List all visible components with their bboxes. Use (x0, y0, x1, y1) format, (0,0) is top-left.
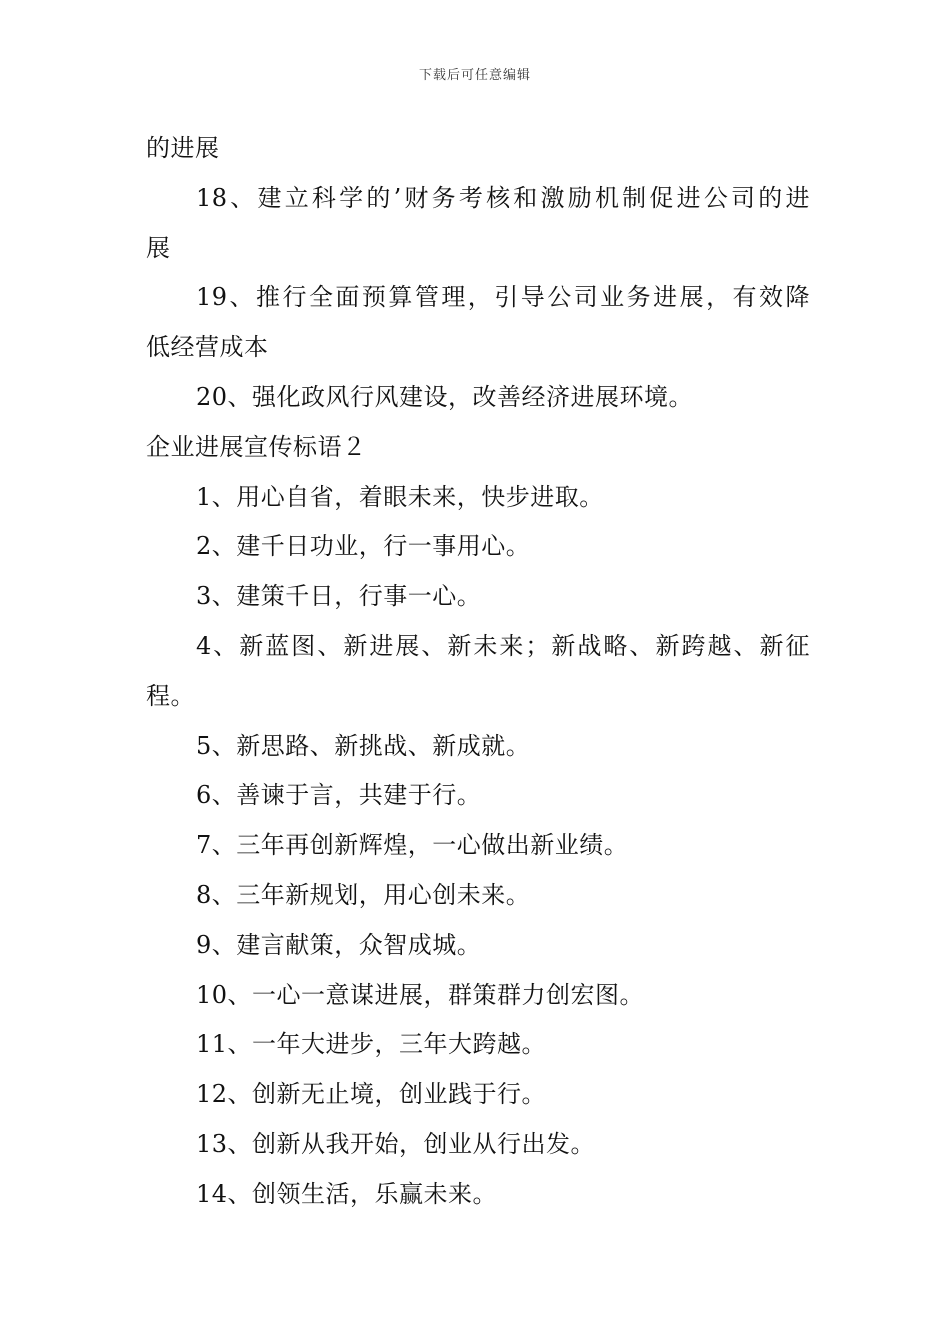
list-item-8: 8、三年新规划，用心创未来。 (196, 880, 531, 909)
list-item-3: 3、建策千日，行事一心。 (196, 582, 482, 611)
list-item-4: 4、新蓝图、新进展、新未来；新战略、新跨越、新征 (196, 631, 810, 660)
list-item-20: 20、强化政风行风建设，改善经济进展环境。 (196, 382, 694, 411)
list-item-9: 9、建言献策，众智成城。 (196, 930, 482, 959)
list-item-5: 5、新思路、新挑战、新成就。 (196, 731, 531, 760)
list-item-1: 1、用心自省，着眼未来，快步进取。 (196, 482, 604, 511)
text-line: 的进展 (146, 134, 220, 162)
list-item-14: 14、创领生活，乐赢未来。 (196, 1179, 498, 1208)
list-item-6: 6、善谏于言，共建于行。 (196, 781, 482, 810)
list-item-13: 13、创新从我开始，创业从行出发。 (196, 1129, 596, 1158)
text-line: 展 (146, 233, 171, 262)
list-item-7: 7、三年再创新辉煌，一心做出新业绩。 (196, 831, 629, 860)
list-item-11: 11、一年大进步，三年大跨越。 (196, 1030, 547, 1059)
list-item-19: 19、推行全面预算管理，引导公司业务进展，有效降 (196, 283, 810, 312)
list-item-2: 2、建千日功业，行一事用心。 (196, 532, 531, 561)
section-heading: 企业进展宣传标语２ (146, 432, 367, 461)
document-body (146, 124, 810, 1220)
text-line: 程。 (146, 681, 195, 710)
text-line: 低经营成本 (146, 333, 269, 362)
list-item-10: 10、一心一意谋进展，群策群力创宏图。 (196, 980, 645, 1009)
list-item-18: 18、建立科学的’财务考核和激励机制促进公司的进 (196, 183, 810, 212)
page-header: 下载后可任意编辑 (418, 68, 531, 83)
list-item-12: 12、创新无止境，创业践于行。 (196, 1080, 547, 1109)
